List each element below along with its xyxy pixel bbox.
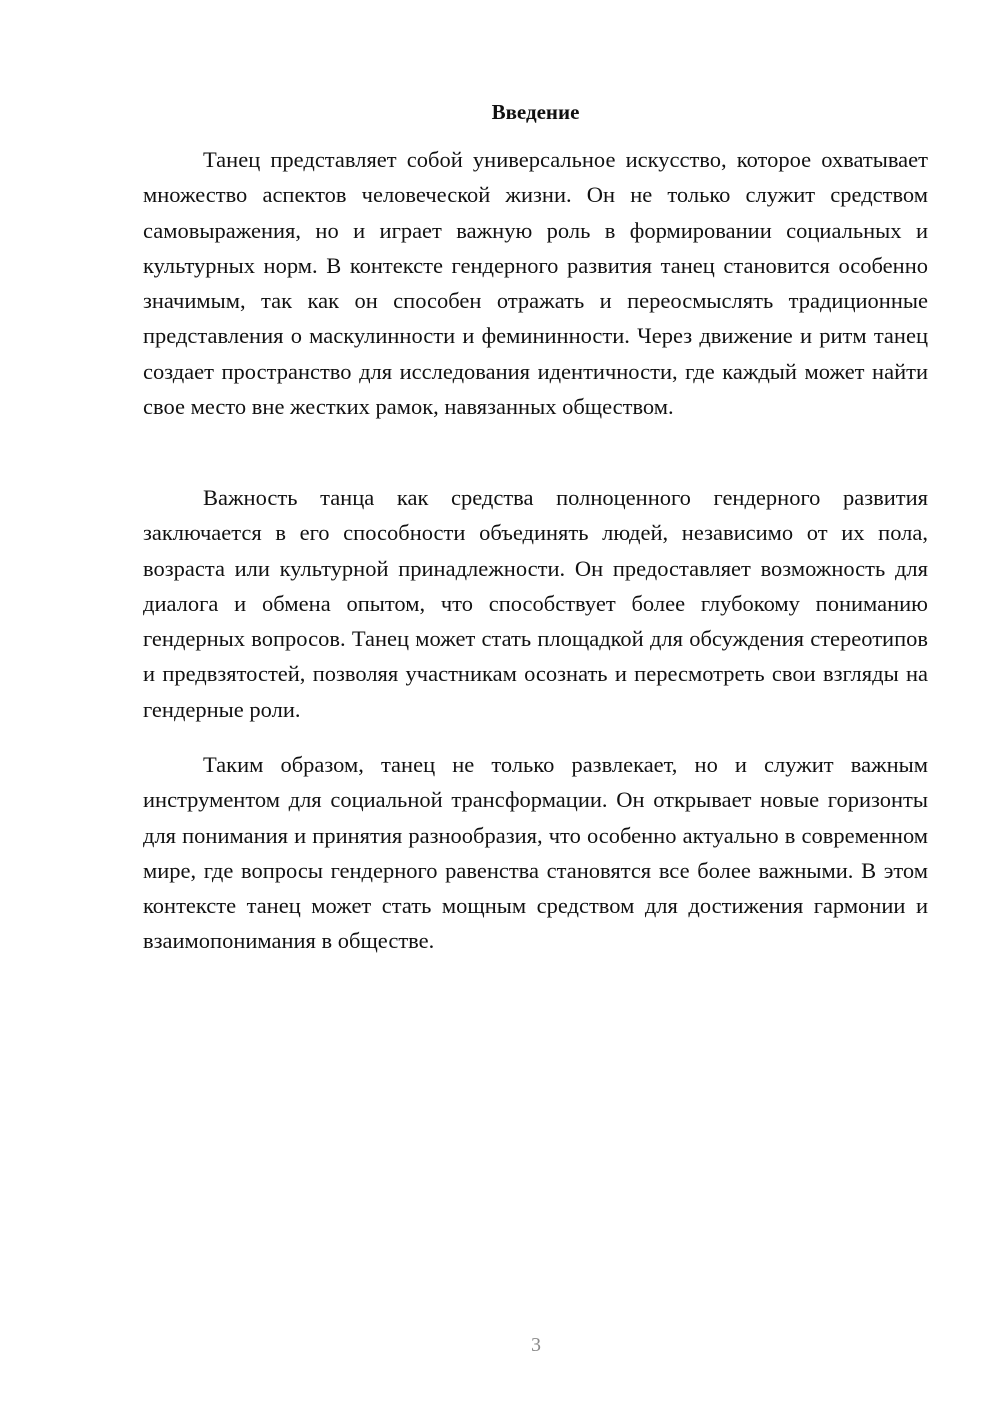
paragraph-3: Таким образом, танец не только развлекает, но и служит важным инструментом для социальной трансформации. Он открывает новые горизонты для понимания и принятия разнообразия, что особенно актуально в современном мире, где вопросы гендерного равенства становятся все более важными. В этом контексте танец может стать мощным средством для достижения гармонии и взаимопонимания в обществе. [143, 752, 928, 954]
paragraph-1: Танец представляет собой универсальное искусство, которое охватывает множество аспектов человеческой жизни. Он не только служит средством самовыражения, но и играет важную роль в формировании социальных и культурных норм. В контексте гендерного развития танец становится особенно значимым, так как он способен отражать и переосмыслять традиционные представления о маскулинности и фемининности. Через движение и ритм танец создает пространство для исследования идентичности, где каждый может найти свое место вне жестких рамок, навязанных обществом. [143, 147, 928, 420]
paragraph-2: Важность танца как средства полноценного гендерного развития заключается в его способности объединять людей, независимо от их пола, возраста или культурной принадлежности. Он предоставляет возможность для диалога и обмена опытом, что способствует более глубокому пониманию гендерных вопросов. Танец может стать площадкой для обсуждения стереотипов и предвзятостей, позволяя участникам осознать и пересмотреть свои взгляды на гендерные роли. [143, 485, 928, 722]
paragraph-1-container [143, 142, 928, 424]
paragraph-3-container [143, 747, 928, 959]
section-heading: Введение [491, 100, 580, 124]
paragraph-2-container [143, 480, 928, 727]
page-number: 3 [531, 1334, 541, 1356]
